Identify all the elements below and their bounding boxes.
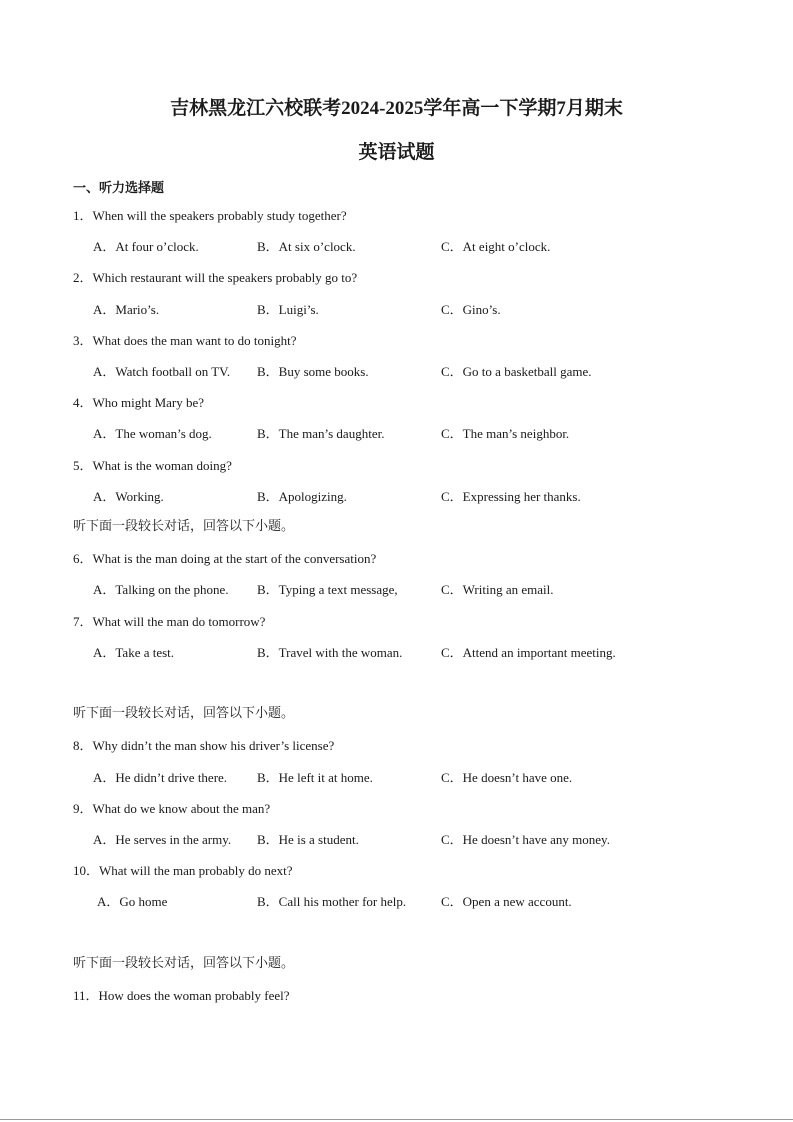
question-stem: 5．What is the woman doing? bbox=[73, 458, 232, 473]
section-heading: 一、听力选择题 bbox=[73, 180, 165, 195]
option-c: C．The man’s neighbor. bbox=[441, 426, 570, 441]
option-a: A．At four o’clock. bbox=[93, 239, 199, 254]
question-stem: 1．When will the speakers probably study together? bbox=[73, 208, 347, 223]
question-stem: 9．What do we know about the man? bbox=[73, 801, 271, 816]
option-c: C．Attend an important meeting. bbox=[441, 645, 616, 660]
option-a: A．He serves in the army. bbox=[93, 832, 232, 847]
option-c: C．He doesn’t have one. bbox=[441, 770, 573, 785]
option-b: B．Luigi’s. bbox=[257, 302, 319, 317]
page-bottom-divider bbox=[0, 1119, 793, 1120]
option-b: B．Buy some books. bbox=[257, 364, 369, 379]
option-c: C．Gino’s. bbox=[441, 302, 501, 317]
option-c: C．He doesn’t have any money. bbox=[441, 832, 610, 847]
option-a: A．Talking on the phone. bbox=[93, 582, 229, 597]
option-b: B．Typing a text message, bbox=[257, 582, 398, 597]
option-b: B．The man’s daughter. bbox=[257, 426, 385, 441]
option-b: B．Travel with the woman. bbox=[257, 645, 403, 660]
option-c: C．Go to a basketball game. bbox=[441, 364, 592, 379]
listening-instruction: 听下面一段较长对话，回答以下小题。 bbox=[73, 705, 295, 720]
option-c: C．Expressing her thanks. bbox=[441, 489, 581, 504]
listening-instruction: 听下面一段较长对话，回答以下小题。 bbox=[73, 955, 295, 970]
question-stem: 11．How does the woman probably feel? bbox=[73, 988, 290, 1003]
question-stem: 2．Which restaurant will the speakers probably go to? bbox=[73, 270, 358, 285]
option-b: B．He left it at home. bbox=[257, 770, 373, 785]
question-stem: 4．Who might Mary be? bbox=[73, 395, 205, 410]
page-title: 吉林黑龙江六校联考2024-2025学年高一下学期7月期末 bbox=[170, 98, 623, 119]
option-b: B．Call his mother for help. bbox=[257, 894, 407, 909]
question-stem: 8．Why didn’t the man show his driver’s license? bbox=[73, 738, 335, 753]
question-stem: 6．What is the man doing at the start of the conversation? bbox=[73, 551, 377, 566]
option-a: A．Working. bbox=[93, 489, 164, 504]
option-a: A．Mario’s. bbox=[93, 302, 160, 317]
page-subtitle: 英语试题 bbox=[358, 142, 435, 163]
option-a: A．Watch football on TV. bbox=[93, 364, 231, 379]
question-stem: 3．What does the man want to do tonight? bbox=[73, 333, 297, 348]
option-a: A．The woman’s dog. bbox=[93, 426, 212, 441]
option-b: B．He is a student. bbox=[257, 832, 359, 847]
option-b: B．At six o’clock. bbox=[257, 239, 356, 254]
listening-instruction: 听下面一段较长对话，回答以下小题。 bbox=[73, 518, 295, 533]
option-c: C．Writing an email. bbox=[441, 582, 554, 597]
option-a: A．He didn’t drive there. bbox=[93, 770, 228, 785]
option-b: B．Apologizing. bbox=[257, 489, 347, 504]
question-stem: 7．What will the man do tomorrow? bbox=[73, 614, 266, 629]
option-a: A．Take a test. bbox=[93, 645, 175, 660]
option-c: C．At eight o’clock. bbox=[441, 239, 551, 254]
option-c: C．Open a new account. bbox=[441, 894, 572, 909]
option-a: A．Go home bbox=[97, 894, 168, 909]
question-stem: 10．What will the man probably do next? bbox=[73, 863, 293, 878]
